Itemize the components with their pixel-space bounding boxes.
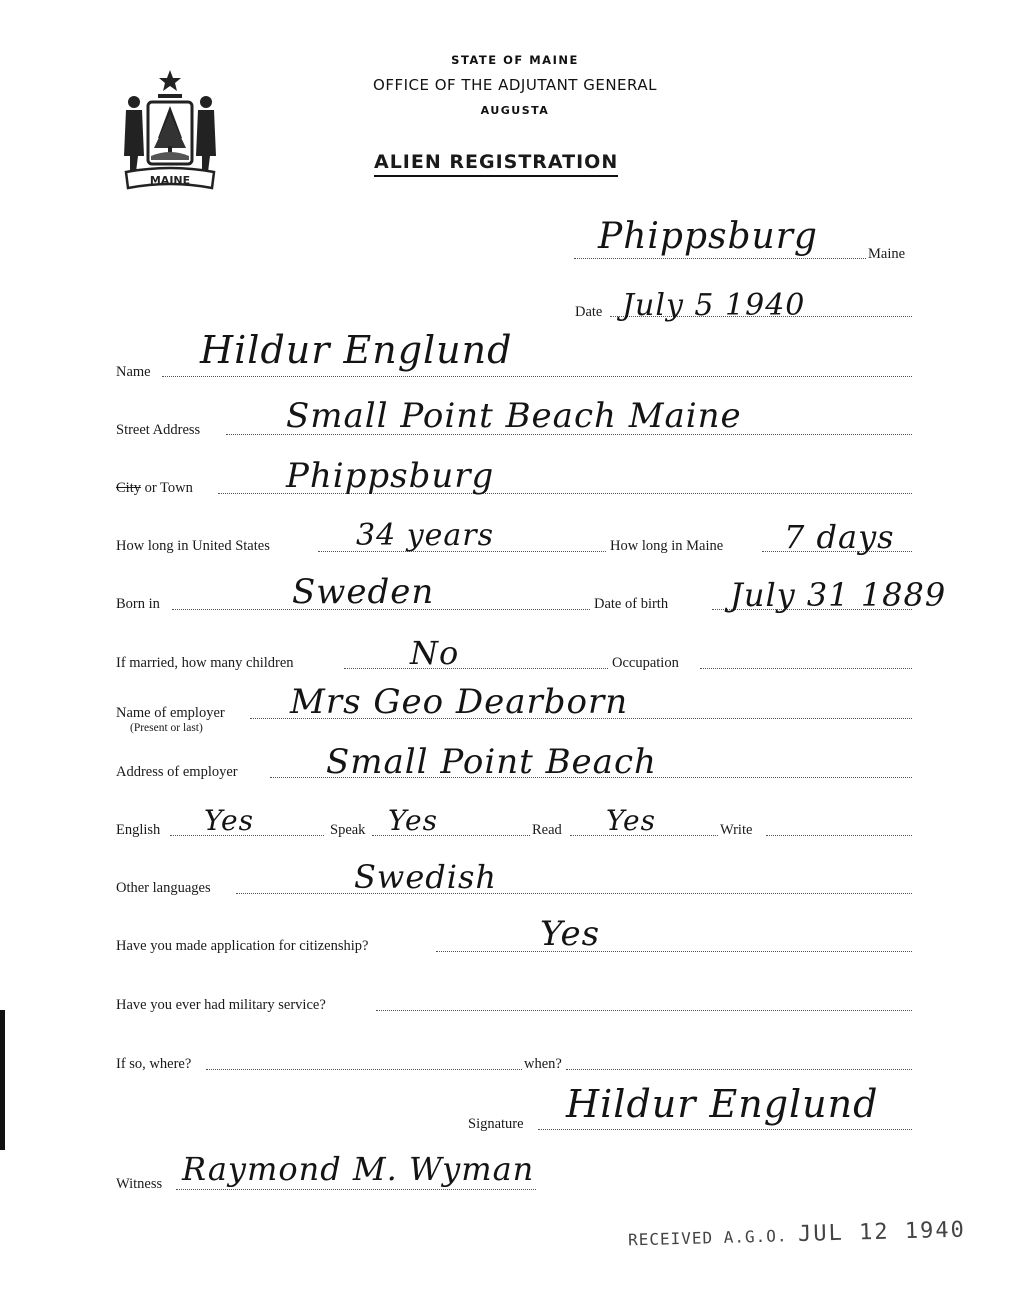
read-entry: Yes bbox=[606, 804, 656, 837]
received-stamp-date: JUL 12 1940 bbox=[797, 1217, 967, 1247]
employer-name-label: Name of employer bbox=[116, 705, 225, 721]
header-city: AUGUSTA bbox=[480, 104, 550, 117]
occupation-line bbox=[700, 668, 912, 669]
born-in-label: Born in bbox=[116, 596, 160, 612]
occupation-label: Occupation bbox=[612, 655, 679, 671]
how-long-us-label: How long in United States bbox=[116, 538, 270, 554]
military-label: Have you ever had military service? bbox=[116, 997, 326, 1013]
english-label: English bbox=[116, 822, 161, 838]
other-languages-entry: Swedish bbox=[354, 858, 497, 896]
citizenship-entry: Yes bbox=[540, 914, 601, 954]
town-entry: Phippsburg bbox=[286, 456, 495, 496]
when-line bbox=[566, 1069, 912, 1070]
seal-ribbon-text: MAINE bbox=[149, 174, 191, 187]
speak-label: Speak bbox=[330, 822, 366, 838]
employer-address-label: Address of employer bbox=[116, 764, 238, 780]
other-languages-label: Other languages bbox=[116, 880, 211, 896]
citizenship-label: Have you made application for citizenship? bbox=[116, 938, 369, 954]
date-of-birth-entry: July 31 1889 bbox=[730, 576, 947, 614]
where-label: If so, where? bbox=[116, 1056, 192, 1072]
city-label-struck: City bbox=[116, 480, 141, 496]
time-maine-entry: 7 days bbox=[784, 518, 895, 556]
street-address-label: Street Address bbox=[116, 422, 201, 438]
read-label: Read bbox=[532, 822, 562, 838]
signature-line bbox=[538, 1129, 912, 1130]
date-entry: July 5 1940 bbox=[622, 288, 806, 323]
employer-note-label: (Present or last) bbox=[130, 722, 203, 734]
other-languages-line bbox=[236, 893, 912, 894]
town-header-entry: Phippsburg bbox=[598, 216, 818, 257]
when-label: when? bbox=[524, 1056, 562, 1072]
received-stamp-text: RECEIVED A.G.O. bbox=[627, 1226, 788, 1250]
employer-name-entry: Mrs Geo Dearborn bbox=[290, 682, 629, 722]
how-long-maine-label: How long in Maine bbox=[610, 538, 724, 554]
born-in-entry: Sweden bbox=[292, 572, 435, 612]
name-entry: Hildur Englund bbox=[200, 328, 513, 372]
or-town-label: or Town bbox=[144, 480, 193, 496]
form-title: ALIEN REGISTRATION bbox=[374, 151, 618, 177]
name-line bbox=[162, 376, 912, 377]
children-entry: No bbox=[410, 634, 460, 672]
write-line bbox=[766, 835, 912, 836]
street-address-entry: Small Point Beach Maine bbox=[286, 396, 742, 436]
signature-label: Signature bbox=[468, 1116, 524, 1132]
witness-line bbox=[176, 1189, 536, 1190]
children-line bbox=[344, 668, 608, 669]
scan-edge-mark bbox=[0, 1010, 5, 1150]
citizenship-line bbox=[436, 951, 912, 952]
english-entry: Yes bbox=[204, 804, 254, 837]
received-stamp bbox=[628, 1218, 966, 1252]
military-line bbox=[376, 1010, 912, 1011]
speak-entry: Yes bbox=[388, 804, 438, 837]
children-label: If married, how many children bbox=[116, 655, 294, 671]
town-header-line bbox=[574, 258, 866, 259]
years-us-entry: 34 years bbox=[356, 518, 495, 553]
name-label: Name bbox=[116, 364, 151, 380]
header-office: OFFICE OF THE ADJUTANT GENERAL bbox=[373, 76, 657, 94]
write-label: Write bbox=[720, 822, 753, 838]
witness-label: Witness bbox=[116, 1176, 163, 1192]
signature-entry: Hildur Englund bbox=[566, 1082, 879, 1126]
witness-entry: Raymond M. Wyman bbox=[182, 1150, 535, 1188]
where-line bbox=[206, 1069, 522, 1070]
employer-address-entry: Small Point Beach bbox=[326, 742, 657, 782]
header-state: STATE OF MAINE bbox=[451, 53, 579, 67]
date-of-birth-label: Date of birth bbox=[594, 596, 669, 612]
date-label: Date bbox=[575, 304, 603, 320]
state-of-maine-seal-icon bbox=[118, 68, 222, 196]
state-suffix-label: Maine bbox=[868, 246, 906, 262]
